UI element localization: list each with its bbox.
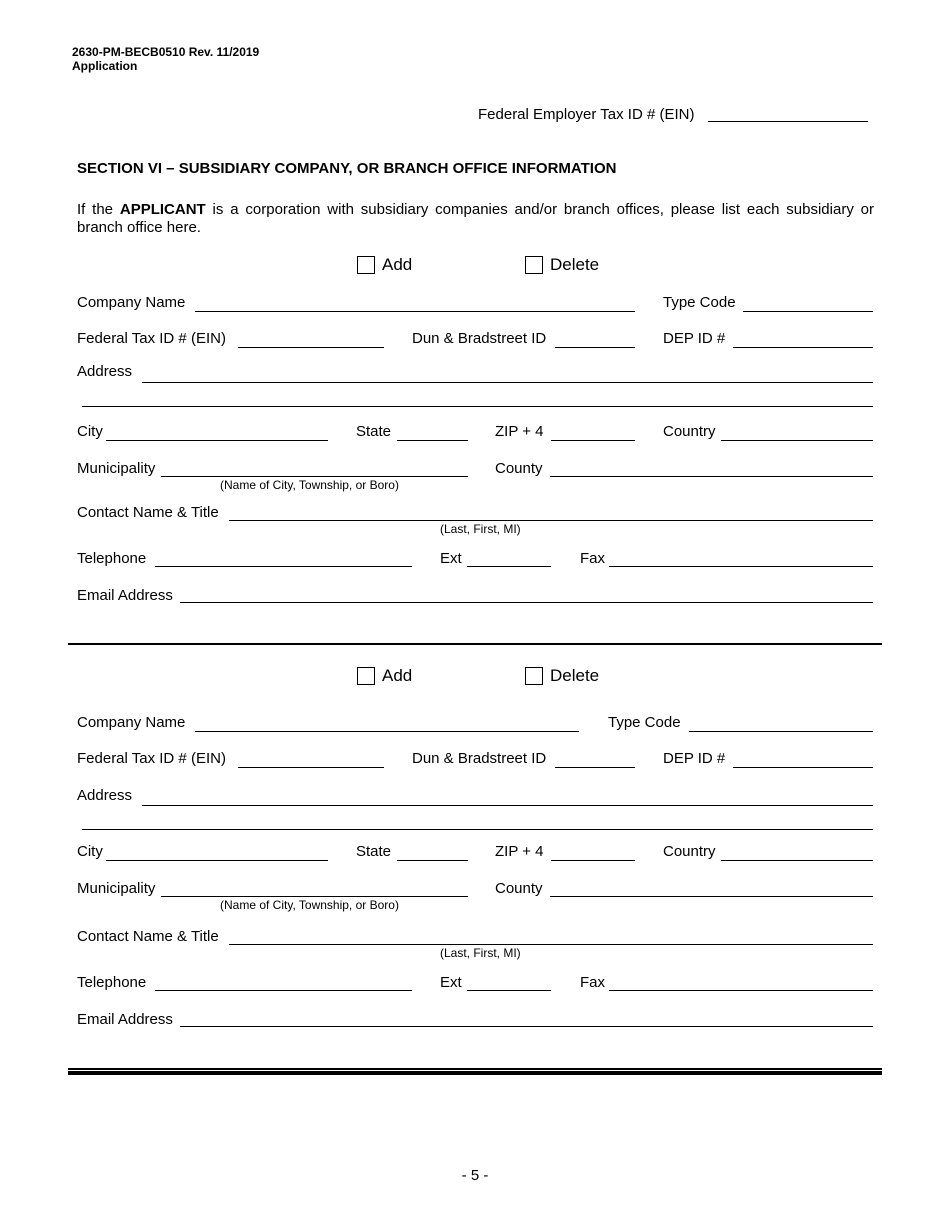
bottom-rule-thin — [68, 1068, 882, 1070]
state-label: State — [356, 423, 392, 440]
type-code-label: Type Code — [663, 294, 736, 311]
add-label: Add — [382, 255, 413, 274]
company-name-input[interactable] — [195, 311, 635, 312]
bottom-rule-thick — [68, 1071, 882, 1075]
email-input[interactable] — [180, 1026, 873, 1027]
municipality-label: Municipality — [77, 880, 156, 897]
fax-input[interactable] — [609, 566, 873, 567]
dun-bradstreet-input[interactable] — [555, 347, 635, 348]
city-label: City — [77, 843, 103, 860]
section-title: SECTION VI – SUBSIDIARY COMPANY, OR BRANCH OFFICE INFORMATION — [77, 160, 617, 177]
municipality-label: Municipality — [77, 460, 156, 477]
state-input[interactable] — [397, 860, 468, 861]
ext-input[interactable] — [467, 566, 551, 567]
address-label: Address — [77, 787, 133, 804]
country-label: Country — [663, 423, 716, 440]
company-name-label: Company Name — [77, 714, 186, 731]
address-input-line-2[interactable] — [82, 406, 873, 407]
state-label: State — [356, 843, 392, 860]
add-checkbox[interactable] — [357, 256, 375, 274]
telephone-label: Telephone — [77, 974, 147, 991]
section-intro: If the APPLICANT is a corporation with subsidiary companies and/or branch offices, please list each subsidiary or branch office here. — [77, 201, 874, 236]
county-input[interactable] — [550, 476, 873, 477]
contact-hint: (Last, First, MI) — [440, 946, 521, 960]
municipality-hint: (Name of City, Township, or Boro) — [220, 478, 399, 492]
dep-id-input[interactable] — [733, 347, 873, 348]
state-input[interactable] — [397, 440, 468, 441]
dep-id-label: DEP ID # — [663, 330, 726, 347]
email-input[interactable] — [180, 602, 873, 603]
ext-label: Ext — [440, 550, 462, 567]
add-checkbox[interactable] — [357, 667, 375, 685]
address-input-line-2[interactable] — [82, 829, 873, 830]
block-divider — [68, 643, 882, 645]
address-input-line-1[interactable] — [142, 382, 873, 383]
contact-input[interactable] — [229, 944, 873, 945]
zip-label: ZIP + 4 — [495, 423, 544, 440]
country-label: Country — [663, 843, 716, 860]
ein-input[interactable] — [708, 121, 868, 122]
federal-tax-id-input[interactable] — [238, 767, 384, 768]
county-input[interactable] — [550, 896, 873, 897]
country-input[interactable] — [721, 860, 873, 861]
email-label: Email Address — [77, 587, 173, 604]
type-code-input[interactable] — [743, 311, 873, 312]
dun-bradstreet-label: Dun & Bradstreet ID — [412, 330, 547, 347]
contact-label: Contact Name & Title — [77, 504, 219, 521]
dun-bradstreet-label: Dun & Bradstreet ID — [412, 750, 547, 767]
telephone-label: Telephone — [77, 550, 147, 567]
delete-label: Delete — [550, 666, 600, 685]
country-input[interactable] — [721, 440, 873, 441]
municipality-hint: (Name of City, Township, or Boro) — [220, 898, 399, 912]
type-code-input[interactable] — [689, 731, 873, 732]
delete-checkbox[interactable] — [525, 667, 543, 685]
page-number: - 5 - — [461, 1167, 489, 1184]
county-label: County — [495, 460, 543, 477]
dun-bradstreet-input[interactable] — [555, 767, 635, 768]
municipality-input[interactable] — [161, 476, 468, 477]
contact-input[interactable] — [229, 520, 873, 521]
delete-checkbox[interactable] — [525, 256, 543, 274]
federal-tax-id-label: Federal Tax ID # (EIN) — [77, 330, 226, 347]
ein-label: Federal Employer Tax ID # (EIN) — [478, 106, 695, 123]
company-name-label: Company Name — [77, 294, 186, 311]
zip-label: ZIP + 4 — [495, 843, 544, 860]
city-input[interactable] — [106, 440, 328, 441]
form-id: 2630-PM-BECB0510 Rev. 11/2019 — [72, 45, 260, 59]
federal-tax-id-input[interactable] — [238, 347, 384, 348]
telephone-input[interactable] — [155, 566, 412, 567]
fax-input[interactable] — [609, 990, 873, 991]
type-code-label: Type Code — [608, 714, 681, 731]
zip-input[interactable] — [551, 860, 635, 861]
delete-label: Delete — [550, 255, 600, 274]
fax-label: Fax — [580, 974, 606, 991]
county-label: County — [495, 880, 543, 897]
city-label: City — [77, 423, 103, 440]
municipality-input[interactable] — [161, 896, 468, 897]
form-type: Application — [72, 59, 138, 73]
email-label: Email Address — [77, 1011, 173, 1028]
ext-input[interactable] — [467, 990, 551, 991]
dep-id-label: DEP ID # — [663, 750, 726, 767]
dep-id-input[interactable] — [733, 767, 873, 768]
ext-label: Ext — [440, 974, 462, 991]
city-input[interactable] — [106, 860, 328, 861]
address-input-line-1[interactable] — [142, 805, 873, 806]
add-label: Add — [382, 666, 413, 685]
company-name-input[interactable] — [195, 731, 579, 732]
contact-label: Contact Name & Title — [77, 928, 219, 945]
zip-input[interactable] — [551, 440, 635, 441]
contact-hint: (Last, First, MI) — [440, 522, 521, 536]
fax-label: Fax — [580, 550, 606, 567]
federal-tax-id-label: Federal Tax ID # (EIN) — [77, 750, 226, 767]
address-label: Address — [77, 363, 133, 380]
telephone-input[interactable] — [155, 990, 412, 991]
